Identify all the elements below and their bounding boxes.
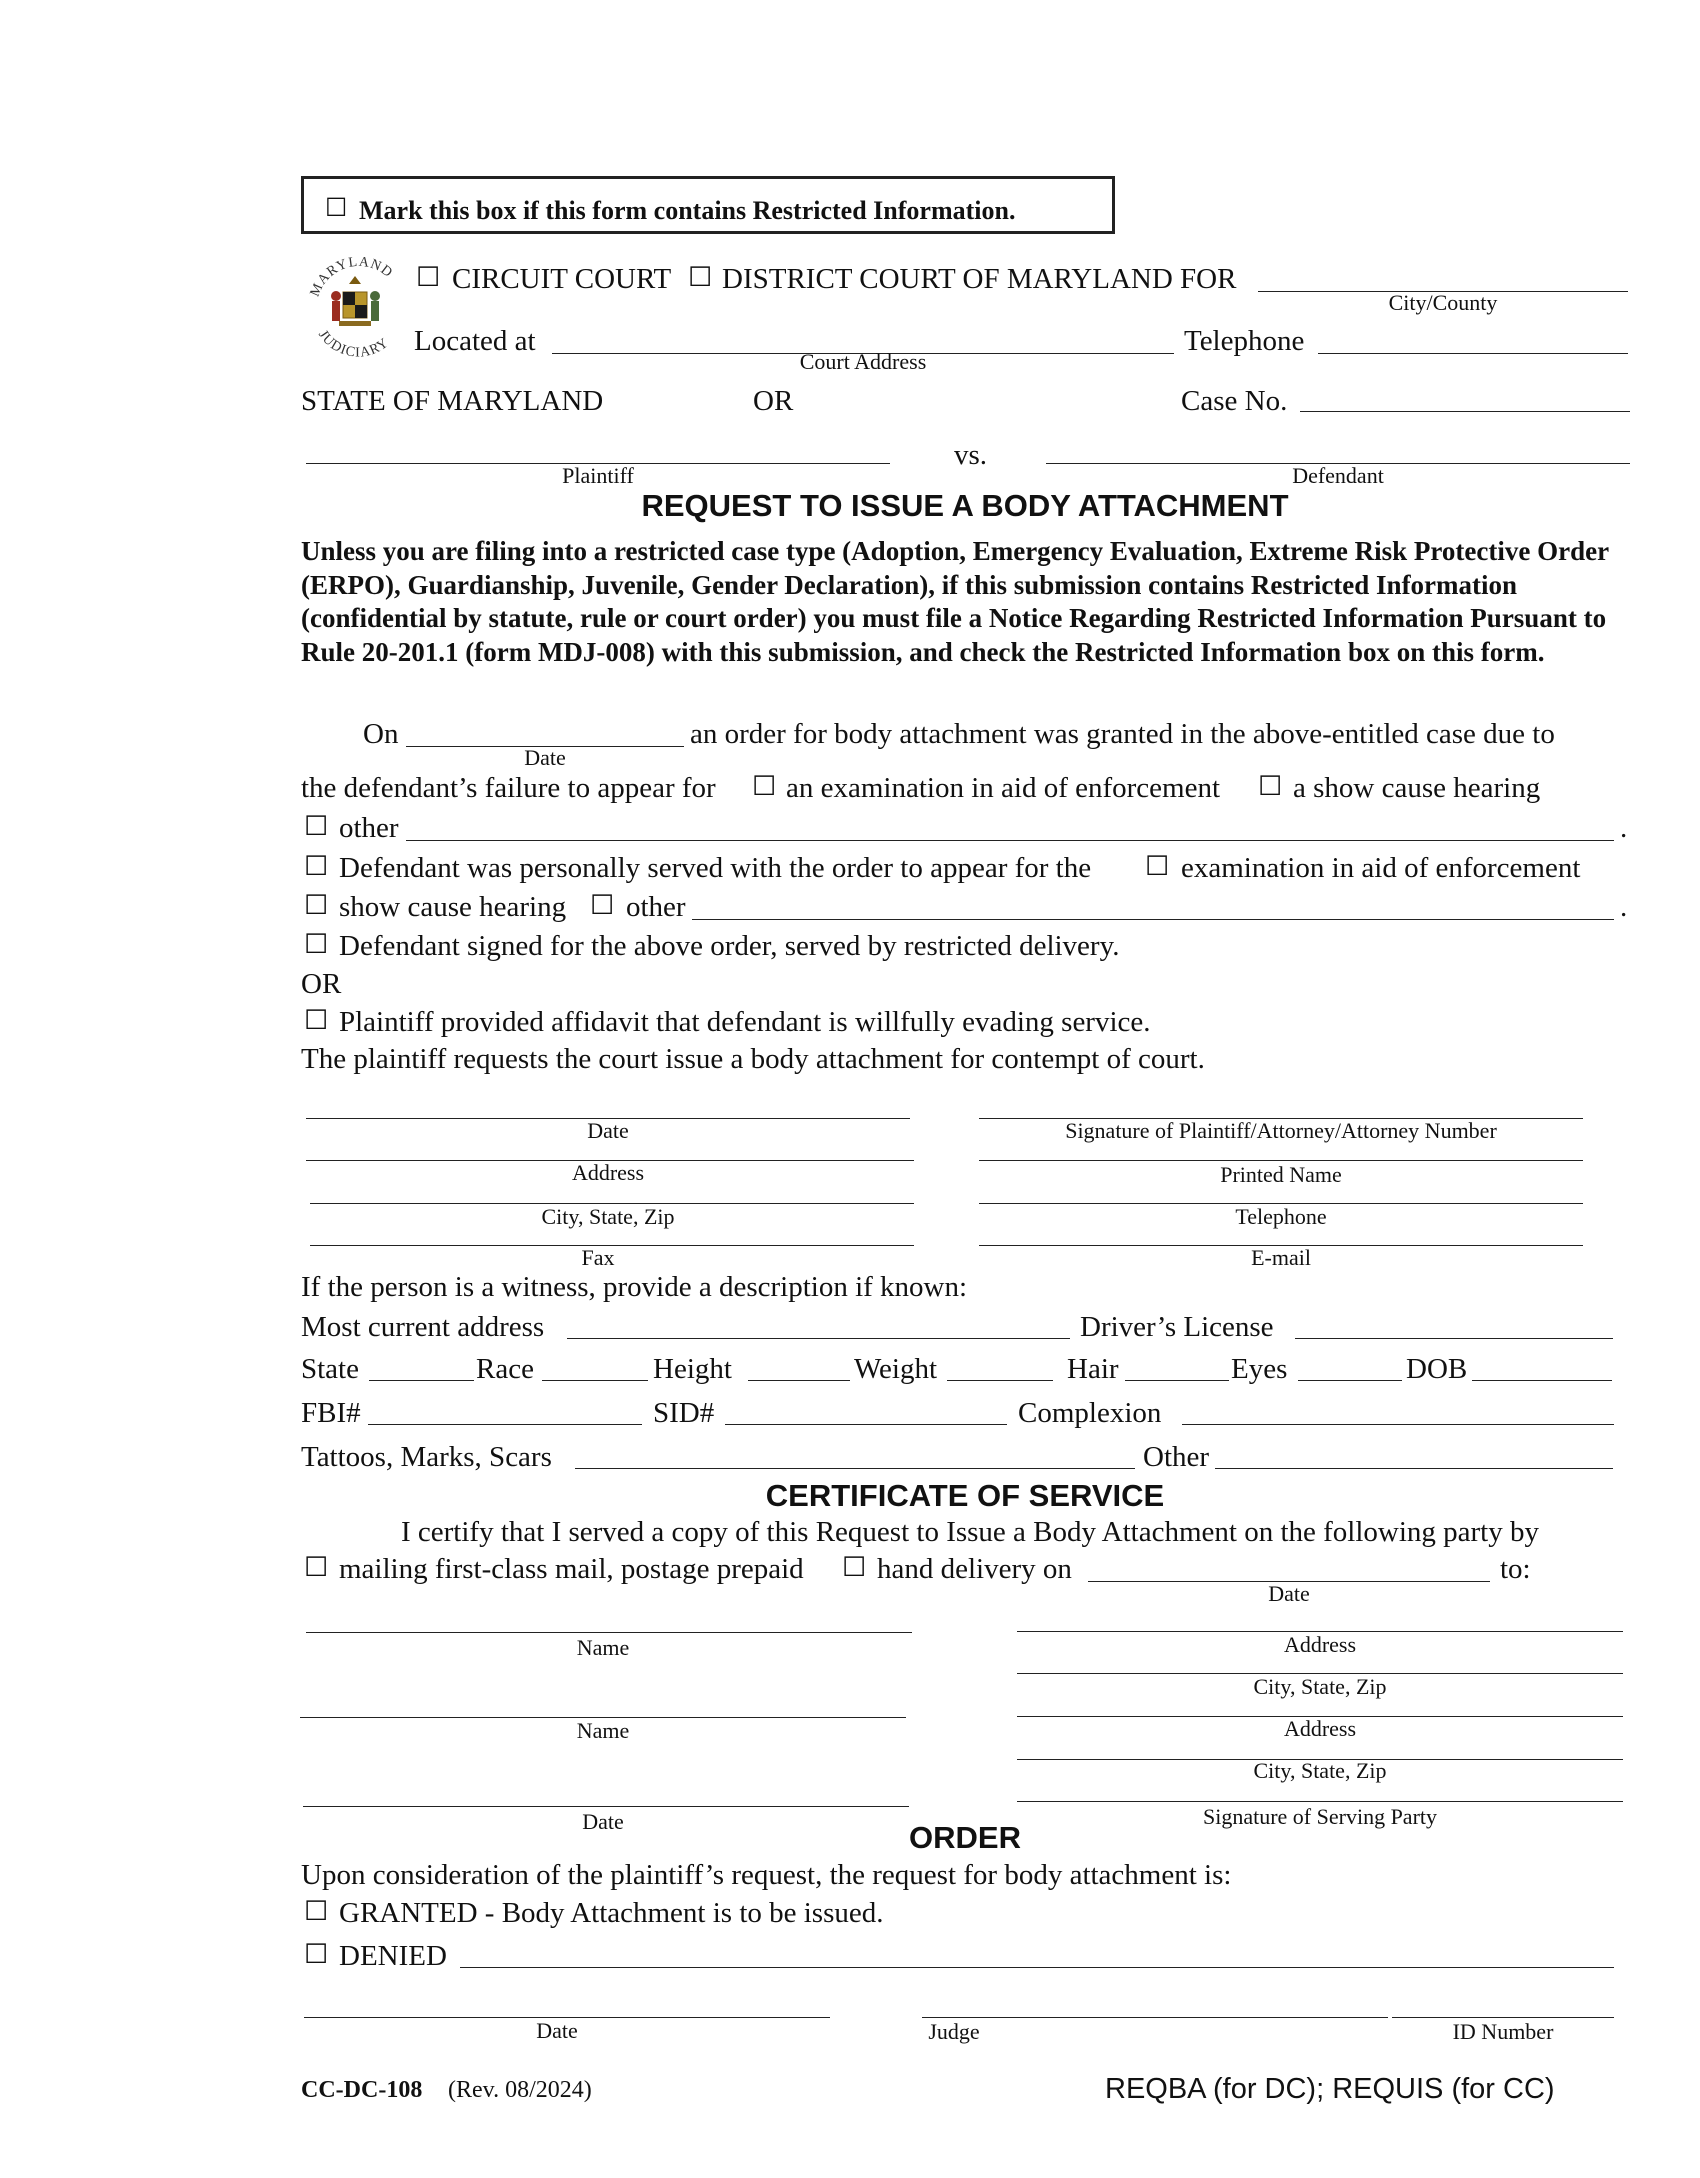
requests-text: The plaintiff requests the court issue a body attachment for contempt of court. — [301, 1043, 1205, 1075]
cert-name-2-label: Name — [576, 1718, 630, 1743]
most-current-address-line[interactable] — [567, 1338, 1070, 1339]
mailing-checkbox[interactable]: ☐ — [304, 1552, 329, 1583]
cert-date-label: Date — [582, 1809, 624, 1834]
court-address-label: Court Address — [799, 349, 927, 374]
certify-text: I certify that I served a copy of this Request to Issue a Body Attachment on the following party by — [401, 1516, 1539, 1548]
vs-label: vs. — [954, 439, 988, 471]
sid-line[interactable] — [725, 1424, 1007, 1425]
id-number-label: ID Number — [1452, 2019, 1554, 2044]
defendant-label: Defendant — [1292, 463, 1384, 488]
hair-line[interactable] — [1125, 1380, 1229, 1381]
witness-intro: If the person is a witness, provide a description if known: — [301, 1271, 968, 1303]
cert-address-1-label: Address — [1283, 1632, 1357, 1657]
district-court-label: DISTRICT COURT OF MARYLAND FOR — [722, 263, 1237, 295]
weight-label: Weight — [854, 1353, 938, 1385]
weight-line[interactable] — [947, 1380, 1053, 1381]
witness-other-label: Other — [1143, 1441, 1210, 1473]
fbi-line[interactable] — [368, 1424, 642, 1425]
order-granted-text: an order for body attachment was granted in the above-entitled case due to — [690, 718, 1555, 750]
hand-delivery-checkbox[interactable]: ☐ — [842, 1552, 867, 1583]
telephone-label: Telephone — [1184, 325, 1305, 357]
sig-city-label: City, State, Zip — [541, 1204, 675, 1229]
height-label: Height — [653, 1353, 732, 1385]
cert-name-1-line[interactable] — [306, 1632, 912, 1633]
svg-text:JUDICIARY — [315, 328, 392, 361]
other-reason-line[interactable] — [406, 840, 1614, 841]
denied-label: DENIED — [339, 1940, 447, 1972]
city-county-label: City/County — [1388, 290, 1498, 315]
affidavit-checkbox[interactable]: ☐ — [304, 1005, 329, 1036]
other-reason-period: . — [1620, 812, 1628, 844]
tattoos-label: Tattoos, Marks, Scars — [301, 1441, 552, 1473]
other-2-line[interactable] — [692, 919, 1614, 920]
form-number: CC-DC-108 — [301, 2077, 423, 2103]
state-line[interactable] — [369, 1380, 474, 1381]
restricted-info-checkbox[interactable]: ☐ — [325, 193, 348, 222]
order-date-label: Date — [524, 745, 566, 770]
located-at-label: Located at — [414, 325, 536, 357]
exam-aid-2-checkbox[interactable]: ☐ — [1145, 851, 1170, 882]
sig-printed-name-label: Printed Name — [1220, 1162, 1342, 1187]
state-of-maryland-label: STATE OF MARYLAND — [301, 385, 604, 417]
personally-served-checkbox[interactable]: ☐ — [304, 851, 329, 882]
other-2-label: other — [626, 891, 686, 923]
drivers-license-line[interactable] — [1295, 1338, 1613, 1339]
fbi-label: FBI# — [301, 1397, 361, 1429]
granted-checkbox[interactable]: ☐ — [304, 1896, 329, 1927]
state-label: State — [301, 1353, 359, 1385]
form-revision: (Rev. 08/2024) — [448, 2077, 592, 2103]
show-cause-2-label: show cause hearing — [339, 891, 567, 923]
show-cause-label: a show cause hearing — [1293, 772, 1541, 804]
sig-printed-name-line[interactable] — [979, 1160, 1583, 1161]
sig-signature-label: Signature of Plaintiff/Attorney/Attorney Number — [1065, 1118, 1497, 1143]
granted-label: GRANTED - Body Attachment is to be issued. — [339, 1897, 884, 1929]
cert-address-2-label: Address — [1283, 1716, 1357, 1741]
court-telephone-line[interactable] — [1318, 353, 1628, 354]
on-label: On — [363, 718, 399, 750]
sig-fax-label: Fax — [581, 1245, 615, 1270]
denied-reason-line[interactable] — [460, 1967, 1614, 1968]
dob-line[interactable] — [1472, 1380, 1612, 1381]
exam-aid-label: an examination in aid of enforcement — [786, 772, 1221, 804]
restricted-info-notice: Unless you are filing into a restricted case type (Adoption, Emergency Evaluation, Extreme Risk Protective Order (ERPO), Guardianship, Juvenile, Gender Declaration), if this submission contains Restricted Information (confidential by statute, rule or court order) you must file a Notice Regarding Restricted Information Pursuant to Rule 20-201.1 (form MDJ-008) with this submission, and check the Restricted Information box on this form. — [301, 536, 1609, 667]
plaintiff-label: Plaintiff — [562, 463, 634, 488]
affidavit-text: Plaintiff provided affidavit that defendant is willfully evading service. — [339, 1006, 1151, 1038]
denied-checkbox[interactable]: ☐ — [304, 1939, 329, 1970]
cert-signature-label: Signature of Serving Party — [1202, 1804, 1438, 1829]
case-no-line[interactable] — [1300, 411, 1630, 412]
case-no-label: Case No. — [1181, 385, 1288, 417]
circuit-court-label: CIRCUIT COURT — [452, 263, 672, 295]
district-court-checkbox[interactable]: ☐ — [688, 262, 713, 293]
sig-email-label: E-mail — [1251, 1245, 1311, 1270]
eyes-label: Eyes — [1231, 1353, 1288, 1385]
race-line[interactable] — [542, 1380, 648, 1381]
hand-delivery-label: hand delivery on — [877, 1553, 1072, 1585]
personally-served-text: Defendant was personally served with the order to appear for the — [339, 852, 1092, 884]
restricted-delivery-checkbox[interactable]: ☐ — [304, 929, 329, 960]
witness-other-line[interactable] — [1215, 1468, 1613, 1469]
maryland-judiciary-seal-icon — [303, 246, 413, 364]
race-label: Race — [476, 1353, 534, 1385]
sig-date-label: Date — [587, 1118, 629, 1143]
exam-aid-2-label: examination in aid of enforcement — [1181, 852, 1581, 884]
other-2-checkbox[interactable]: ☐ — [590, 890, 615, 921]
show-cause-checkbox[interactable]: ☐ — [1258, 771, 1283, 802]
consideration-text: Upon consideration of the plaintiff’s request, the request for body attachment is: — [301, 1859, 1232, 1891]
circuit-court-checkbox[interactable]: ☐ — [416, 262, 441, 293]
order-date-sign-label: Date — [536, 2018, 578, 2043]
restricted-info-label: Mark this box if this form contains Restricted Information. — [359, 196, 1016, 225]
other-reason-checkbox[interactable]: ☐ — [304, 811, 329, 842]
cert-name-1-label: Name — [576, 1635, 630, 1660]
exam-aid-checkbox[interactable]: ☐ — [752, 771, 777, 802]
seal-bottom-text: JUDICIARY — [315, 327, 393, 361]
complexion-label: Complexion — [1018, 1397, 1162, 1429]
certificate-title: CERTIFICATE OF SERVICE — [765, 1478, 1165, 1513]
body-or-label: OR — [301, 968, 342, 1000]
tattoos-line[interactable] — [575, 1468, 1135, 1469]
dob-label: DOB — [1406, 1353, 1468, 1385]
judge-label: Judge — [928, 2019, 980, 2044]
height-line[interactable] — [748, 1380, 850, 1381]
mailing-label: mailing first-class mail, postage prepaid — [339, 1553, 804, 1585]
form-title: REQUEST TO ISSUE A BODY ATTACHMENT — [641, 488, 1289, 523]
order-title: ORDER — [909, 1820, 1021, 1855]
header-or-label: OR — [753, 385, 794, 417]
other-2-period: . — [1620, 891, 1628, 923]
cert-signature-line[interactable] — [1017, 1801, 1623, 1802]
form-codes: REQBA (for DC); REQUIS (for CC) — [1105, 2073, 1555, 2105]
show-cause-2-checkbox[interactable]: ☐ — [304, 890, 329, 921]
service-date-label: Date — [1268, 1581, 1310, 1606]
other-reason-label: other — [339, 812, 399, 844]
complexion-line[interactable] — [1182, 1424, 1614, 1425]
sig-telephone-label: Telephone — [1235, 1204, 1327, 1229]
seal-top-text: MARYLAND — [307, 254, 396, 299]
failure-to-appear-text: the defendant’s failure to appear for — [301, 772, 716, 804]
sig-address-label: Address — [571, 1160, 645, 1185]
to-label: to: — [1500, 1553, 1531, 1585]
cert-city-2-label: City, State, Zip — [1253, 1758, 1387, 1783]
drivers-license-label: Driver’s License — [1080, 1311, 1274, 1343]
eyes-line[interactable] — [1298, 1380, 1402, 1381]
id-number-line[interactable] — [1392, 2017, 1614, 2018]
hair-label: Hair — [1067, 1353, 1119, 1385]
sid-label: SID# — [653, 1397, 715, 1429]
most-current-address-label: Most current address — [301, 1311, 545, 1343]
judge-line[interactable] — [922, 2017, 1388, 2018]
cert-date-line[interactable] — [303, 1806, 909, 1807]
cert-city-1-label: City, State, Zip — [1253, 1674, 1387, 1699]
restricted-delivery-text: Defendant signed for the above order, served by restricted delivery. — [339, 930, 1120, 962]
